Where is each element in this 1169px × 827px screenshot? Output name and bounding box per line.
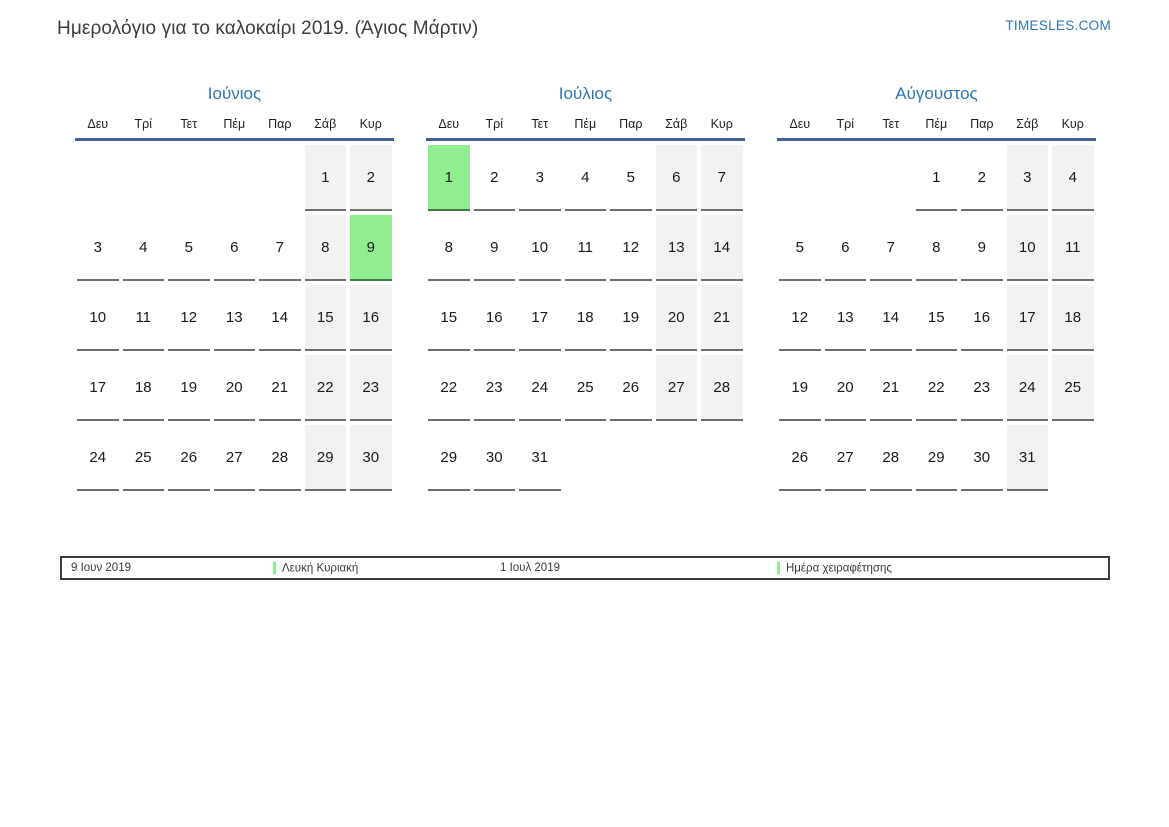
- day-cell: 21: [701, 285, 743, 351]
- day-cell: 2: [474, 145, 516, 211]
- legend-box: [60, 556, 1110, 580]
- day-cell: 28: [259, 425, 301, 491]
- week-row: [777, 145, 1096, 211]
- weekday-label: Τετ: [531, 117, 549, 131]
- calendar-month: [75, 84, 394, 491]
- weekday-label: Πέμ: [574, 117, 597, 131]
- day-cell: 21: [259, 355, 301, 421]
- calendar-grid: [75, 84, 1096, 491]
- day-cell: 13: [825, 285, 867, 351]
- day-cell: 6: [214, 215, 256, 281]
- weekday-label: Σάβ: [1016, 117, 1039, 131]
- weekday-label: Τρί: [836, 117, 855, 131]
- day-cell: 27: [825, 425, 867, 491]
- month-title: Ιούνιος: [207, 84, 262, 103]
- weekday-label: Πέμ: [223, 117, 246, 131]
- day-cell: 3: [519, 145, 561, 211]
- day-cell: 12: [168, 285, 210, 351]
- legend-date: [71, 562, 131, 574]
- empty-day-cell: [214, 145, 256, 211]
- day-cell: 18: [565, 285, 607, 351]
- weekday-header-row: [75, 117, 394, 141]
- day-cell: 10: [77, 285, 119, 351]
- day-cell: 16: [961, 285, 1003, 351]
- legend-item-label: Λευκή Κυριακή: [282, 562, 359, 574]
- day-cell: 7: [870, 215, 912, 281]
- day-cell: 12: [779, 285, 821, 351]
- page-title: Ημερολόγιο για το καλοκαίρι 2019. (Άγιος Μάρτιν): [57, 18, 479, 39]
- day-cell: 9: [961, 215, 1003, 281]
- day-cell: 2: [961, 145, 1003, 211]
- legend-holiday-name: [777, 562, 892, 575]
- weekday-label: Παρ: [970, 117, 994, 131]
- week-row: [426, 425, 745, 491]
- day-cell: 26: [168, 425, 210, 491]
- day-cell: 26: [610, 355, 652, 421]
- day-cell: 5: [610, 145, 652, 211]
- day-cell: 9: [474, 215, 516, 281]
- day-cell: 30: [474, 425, 516, 491]
- weekday-label: Σάβ: [665, 117, 688, 131]
- day-cell: 15: [428, 285, 470, 351]
- day-cell: 7: [259, 215, 301, 281]
- day-cell: 11: [123, 285, 165, 351]
- day-cell: 6: [825, 215, 867, 281]
- calendar-month: [426, 84, 745, 491]
- day-cell: 28: [701, 355, 743, 421]
- week-row: [426, 145, 745, 211]
- day-cell: 5: [779, 215, 821, 281]
- day-cell: 23: [474, 355, 516, 421]
- legend-item-label: Ημέρα χειραφέτησης: [786, 562, 892, 574]
- day-cell: 27: [656, 355, 698, 421]
- weekday-label: Τετ: [882, 117, 900, 131]
- day-cell: 14: [870, 285, 912, 351]
- day-cell: 23: [961, 355, 1003, 421]
- day-cell: 22: [916, 355, 958, 421]
- day-cell: 23: [350, 355, 392, 421]
- day-cell: 5: [168, 215, 210, 281]
- day-cell: 3: [77, 215, 119, 281]
- empty-day-cell: [168, 145, 210, 211]
- week-row: [777, 285, 1096, 351]
- legend-item-label: 9 Ιουν 2019: [71, 562, 131, 574]
- empty-day-cell: [656, 425, 698, 491]
- weekday-label: Δευ: [789, 117, 811, 131]
- weekday-label: Δευ: [438, 117, 460, 131]
- day-cell: 21: [870, 355, 912, 421]
- empty-day-cell: [701, 425, 743, 491]
- day-cell: 1: [916, 145, 958, 211]
- holiday-marker-icon: [777, 562, 780, 575]
- day-cell: 14: [259, 285, 301, 351]
- week-row: [75, 215, 394, 281]
- weekday-label: Τρί: [485, 117, 504, 131]
- holiday-day-cell: 9: [350, 215, 392, 281]
- weekday-label: Τρί: [134, 117, 153, 131]
- day-cell: 2: [350, 145, 392, 211]
- weekday-label: Κυρ: [710, 117, 733, 131]
- day-cell: 29: [916, 425, 958, 491]
- week-row: [426, 285, 745, 351]
- day-cell: 17: [519, 285, 561, 351]
- weekday-label: Πέμ: [925, 117, 948, 131]
- day-cell: 19: [168, 355, 210, 421]
- empty-day-cell: [77, 145, 119, 211]
- day-cell: 30: [961, 425, 1003, 491]
- day-cell: 25: [123, 425, 165, 491]
- weekday-label: Κυρ: [359, 117, 382, 131]
- day-cell: 1: [305, 145, 347, 211]
- day-cell: 27: [214, 425, 256, 491]
- legend-holiday-name: [273, 562, 358, 575]
- weekday-label: Κυρ: [1061, 117, 1084, 131]
- day-cell: 4: [1052, 145, 1094, 211]
- day-cell: 11: [565, 215, 607, 281]
- day-cell: 29: [305, 425, 347, 491]
- day-cell: 26: [779, 425, 821, 491]
- day-cell: 16: [474, 285, 516, 351]
- weekday-label: Δευ: [87, 117, 109, 131]
- day-cell: 18: [123, 355, 165, 421]
- day-cell: 3: [1007, 145, 1049, 211]
- empty-day-cell: [870, 145, 912, 211]
- week-row: [777, 355, 1096, 421]
- day-cell: 24: [1007, 355, 1049, 421]
- day-cell: 8: [916, 215, 958, 281]
- empty-day-cell: [1052, 425, 1094, 491]
- weekday-header-row: [426, 117, 745, 141]
- week-row: [777, 215, 1096, 281]
- week-row: [777, 425, 1096, 491]
- day-cell: 25: [1052, 355, 1094, 421]
- day-cell: 8: [305, 215, 347, 281]
- calendar-month: [777, 84, 1096, 491]
- legend-date: [500, 562, 560, 574]
- week-row: [75, 285, 394, 351]
- week-row: [75, 145, 394, 211]
- day-cell: 19: [779, 355, 821, 421]
- week-row: [426, 215, 745, 281]
- empty-day-cell: [123, 145, 165, 211]
- day-cell: 28: [870, 425, 912, 491]
- day-cell: 15: [305, 285, 347, 351]
- day-cell: 10: [519, 215, 561, 281]
- day-cell: 17: [77, 355, 119, 421]
- day-cell: 22: [428, 355, 470, 421]
- day-cell: 20: [214, 355, 256, 421]
- day-cell: 7: [701, 145, 743, 211]
- day-cell: 12: [610, 215, 652, 281]
- weekday-label: Σάβ: [314, 117, 337, 131]
- day-cell: 4: [565, 145, 607, 211]
- day-cell: 11: [1052, 215, 1094, 281]
- day-cell: 15: [916, 285, 958, 351]
- holiday-day-cell: 1: [428, 145, 470, 211]
- empty-day-cell: [825, 145, 867, 211]
- weekday-header-row: [777, 117, 1096, 141]
- empty-day-cell: [259, 145, 301, 211]
- day-cell: 31: [519, 425, 561, 491]
- empty-day-cell: [779, 145, 821, 211]
- day-cell: 24: [519, 355, 561, 421]
- site-link[interactable]: TIMESLES.COM: [1005, 18, 1111, 33]
- week-row: [75, 425, 394, 491]
- month-title: Αύγουστος: [895, 84, 978, 103]
- day-cell: 10: [1007, 215, 1049, 281]
- day-cell: 19: [610, 285, 652, 351]
- day-cell: 24: [77, 425, 119, 491]
- empty-day-cell: [565, 425, 607, 491]
- day-cell: 29: [428, 425, 470, 491]
- weekday-label: Παρ: [268, 117, 292, 131]
- day-cell: 31: [1007, 425, 1049, 491]
- day-cell: 4: [123, 215, 165, 281]
- day-cell: 20: [656, 285, 698, 351]
- week-row: [426, 355, 745, 421]
- day-cell: 30: [350, 425, 392, 491]
- day-cell: 17: [1007, 285, 1049, 351]
- day-cell: 16: [350, 285, 392, 351]
- legend-item-label: 1 Ιουλ 2019: [500, 562, 560, 574]
- day-cell: 18: [1052, 285, 1094, 351]
- weekday-label: Τετ: [180, 117, 198, 131]
- day-cell: 20: [825, 355, 867, 421]
- empty-day-cell: [610, 425, 652, 491]
- day-cell: 6: [656, 145, 698, 211]
- day-cell: 13: [656, 215, 698, 281]
- day-cell: 22: [305, 355, 347, 421]
- week-row: [75, 355, 394, 421]
- day-cell: 8: [428, 215, 470, 281]
- page-header: [57, 18, 1111, 40]
- weekday-label: Παρ: [619, 117, 643, 131]
- day-cell: 13: [214, 285, 256, 351]
- day-cell: 14: [701, 215, 743, 281]
- month-title: Ιούλιος: [558, 84, 613, 103]
- day-cell: 25: [565, 355, 607, 421]
- holiday-marker-icon: [273, 562, 276, 575]
